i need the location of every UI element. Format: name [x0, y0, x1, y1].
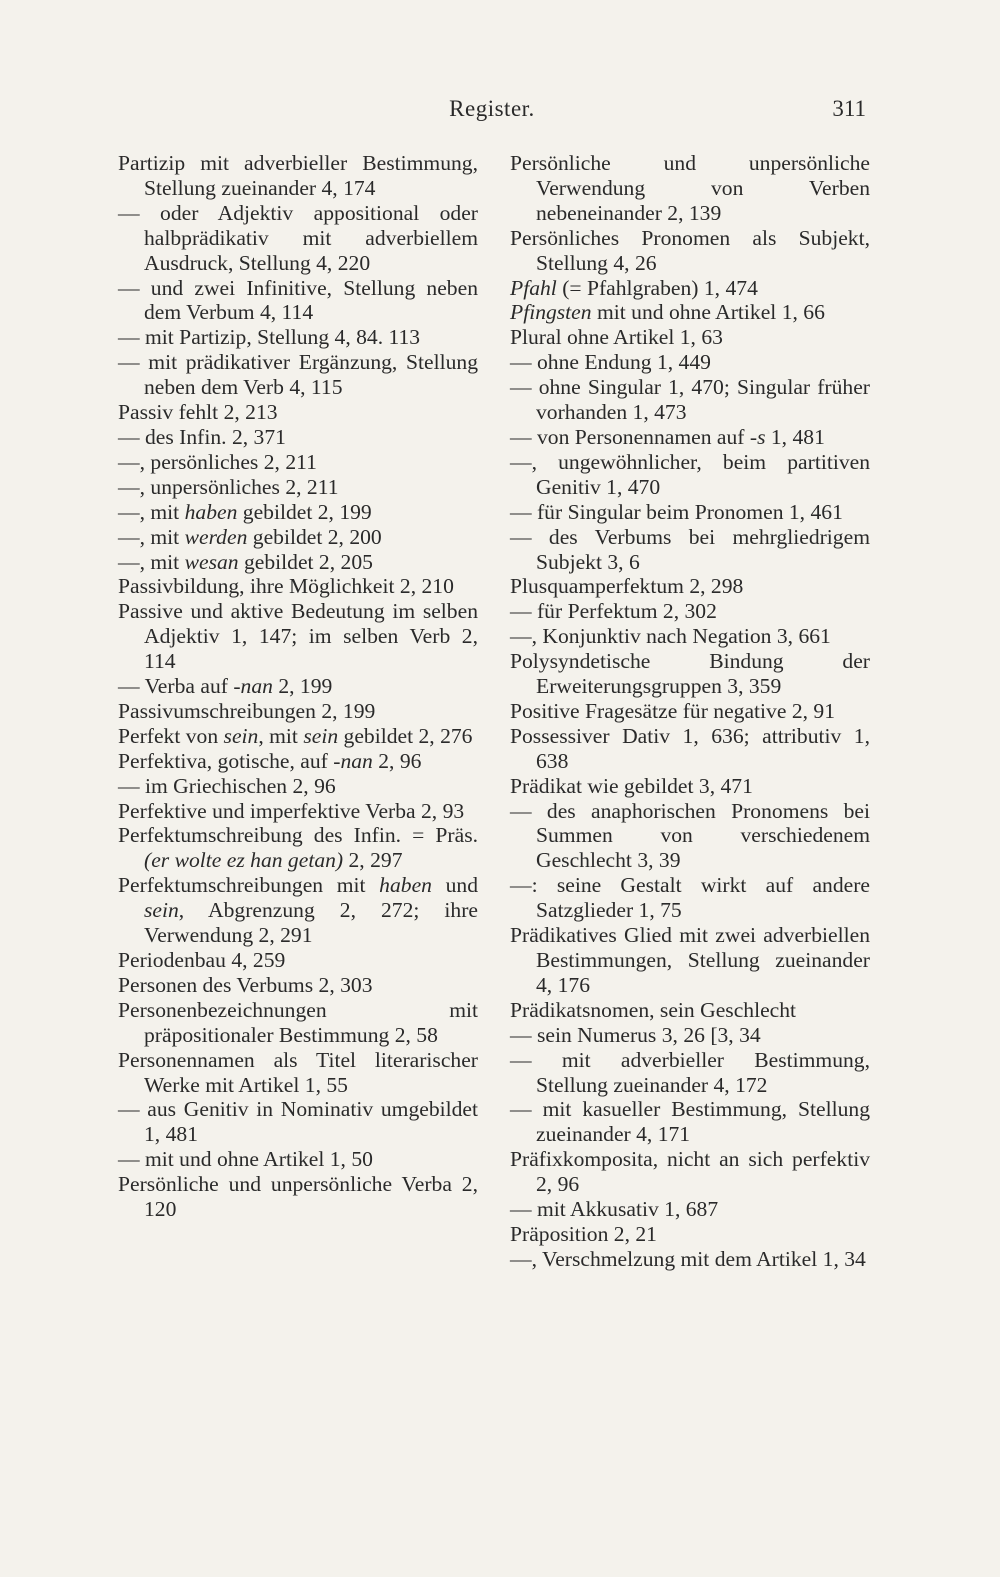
index-entry: — für Perfektum 2, 302 [510, 599, 717, 624]
index-entry: Präfixkomposita, nicht an sich perfektiv 2, 96 [510, 1147, 870, 1197]
index-entry: — mit prädikativer Ergänzung, Stellung neben dem Verb 4, 115 [118, 350, 478, 400]
running-head [118, 96, 866, 128]
index-entry: — ohne Endung 1, 449 [510, 350, 711, 375]
index-entry: — für Singular beim Pronomen 1, 461 [510, 499, 843, 524]
index-entry: —, Verschmelzung mit dem Artikel 1, 34 [510, 1246, 866, 1271]
index-entry: Perfekt von sein, mit sein gebildet 2, 276 [118, 723, 473, 748]
index-entry: —, ungewöhnlicher, beim partitiven Genitiv 1, 470 [510, 449, 870, 499]
index-entry: Passiv fehlt 2, 213 [118, 400, 278, 425]
index-entry: Possessiver Dativ 1, 636; attributiv 1, 638 [510, 723, 870, 773]
index-entry: Personennamen als Titel literarischer Werke mit Artikel 1, 55 [118, 1047, 478, 1097]
index-entry: — mit adverbieller Bestimmung, Stellung zueinander 4, 172 [510, 1047, 870, 1097]
index-entry: Periodenbau 4, 259 [118, 948, 286, 972]
index-entry: — oder Adjektiv appositional oder halbprädikativ mit adverbiellem Ausdruck, Stellung 4, 220 [118, 200, 478, 275]
index-entry: Personen des Verbums 2, 303 [118, 972, 373, 997]
index-entry: — des anaphorischen Pronomens bei Summen von verschiedenem Geschlecht 3, 39 [510, 798, 870, 873]
index-entry: Partizip mit adverbieller Bestimmung, Stellung zueinander 4, 174 [118, 151, 478, 200]
index-entry: Personenbezeichnungen mit präpositionaler Bestimmung 2, 58 [118, 997, 478, 1047]
index-entry: Prädikatives Glied mit zwei adverbiellen Bestimmungen, Stellung zueinander 4, 176 [510, 923, 870, 997]
index-entry: — ohne Singular 1, 470; Singular früher vorhanden 1, 473 [510, 375, 870, 425]
index-entry: Persönliches Pronomen als Subjekt, Stellung 4, 26 [510, 225, 870, 275]
index-entry: Perfektumschreibungen mit haben und sein, Abgrenzung 2, 272; ihre Verwendung 2, 291 [118, 873, 478, 948]
index-entry: Pfingsten mit und ohne Artikel 1, 66 [510, 300, 825, 325]
index-entry: —: seine Gestalt wirkt auf andere Satzglieder 1, 75 [510, 873, 870, 923]
page-number: 311 [832, 96, 866, 121]
page-title: Register. [449, 96, 535, 121]
index-entry: —, mit wesan gebildet 2, 205 [118, 549, 373, 574]
index-entry: — und zwei Infinitive, Stellung neben dem Verbum 4, 114 [118, 275, 478, 325]
index-entry: Perfektumschreibung des Infin. = Präs. (er wolte ez han getan) 2, 297 [118, 823, 478, 873]
index-entry: —, unpersönliches 2, 211 [118, 474, 339, 499]
index-entry: — Verba auf -nan 2, 199 [118, 674, 333, 699]
index-entry: —, persönliches 2, 211 [118, 449, 317, 474]
index-entry: Passivumschreibungen 2, 199 [118, 698, 376, 723]
index-column-left [118, 151, 478, 1222]
index-entry: Polysyndetische Bindung der Erweiterungsgruppen 3, 359 [510, 649, 870, 699]
index-entry: —, Konjunktiv nach Negation 3, 661 [510, 624, 831, 649]
index-entry: —, mit werden gebildet 2, 200 [118, 524, 382, 549]
index-entry: Präposition 2, 21 [510, 1221, 657, 1246]
index-entry: Perfektiva, gotische, auf -nan 2, 96 [118, 748, 422, 773]
index-entry: — mit kasueller Bestimmung, Stellung zueinander 4, 171 [510, 1097, 870, 1147]
index-entry: Perfektive und imperfektive Verba 2, 93 [118, 798, 465, 823]
index-entry: Prädikat wie gebildet 3, 471 [510, 773, 753, 798]
index-entry: — aus Genitiv in Nominativ umgebildet 1, 481 [118, 1097, 478, 1147]
index-entry: — mit und ohne Artikel 1, 50 [118, 1147, 373, 1172]
index-entry: — des Verbums bei mehrgliedrigem Subjekt 3, 6 [510, 524, 870, 574]
index-entry: — im Griechischen 2, 96 [118, 773, 336, 798]
index-entry: Positive Fragesätze für negative 2, 91 [510, 698, 836, 723]
index-entry: — des Infin. 2, 371 [118, 424, 286, 449]
index-entry: Passive und aktive Bedeutung im selben Adjektiv 1, 147; im selben Verb 2, 114 [118, 599, 478, 674]
index-entry: Pfahl (= Pfahlgraben) 1, 474 [510, 275, 758, 300]
index-entry: —, mit haben gebildet 2, 199 [118, 499, 372, 524]
index-entry: — von Personennamen auf -s 1, 481 [510, 424, 825, 449]
index-entry: Passivbildung, ihre Möglichkeit 2, 210 [118, 574, 454, 599]
index-column-right [510, 151, 870, 1272]
index-entry: Persönliche und unpersönliche Verwendung von Verben nebeneinander 2, 139 [510, 151, 870, 225]
index-entry: Persönliche und unpersönliche Verba 2, 120 [118, 1172, 478, 1222]
index-entry: Prädikatsnomen, sein Geschlecht [510, 997, 797, 1022]
index-entry: — sein Numerus 3, 26 [3, 34 [510, 1022, 761, 1047]
index-entry: Plural ohne Artikel 1, 63 [510, 325, 723, 350]
index-entry: Plusquamperfektum 2, 298 [510, 574, 744, 599]
index-entry: — mit Akkusativ 1, 687 [510, 1197, 719, 1222]
index-entry: — mit Partizip, Stellung 4, 84. 113 [118, 325, 421, 350]
